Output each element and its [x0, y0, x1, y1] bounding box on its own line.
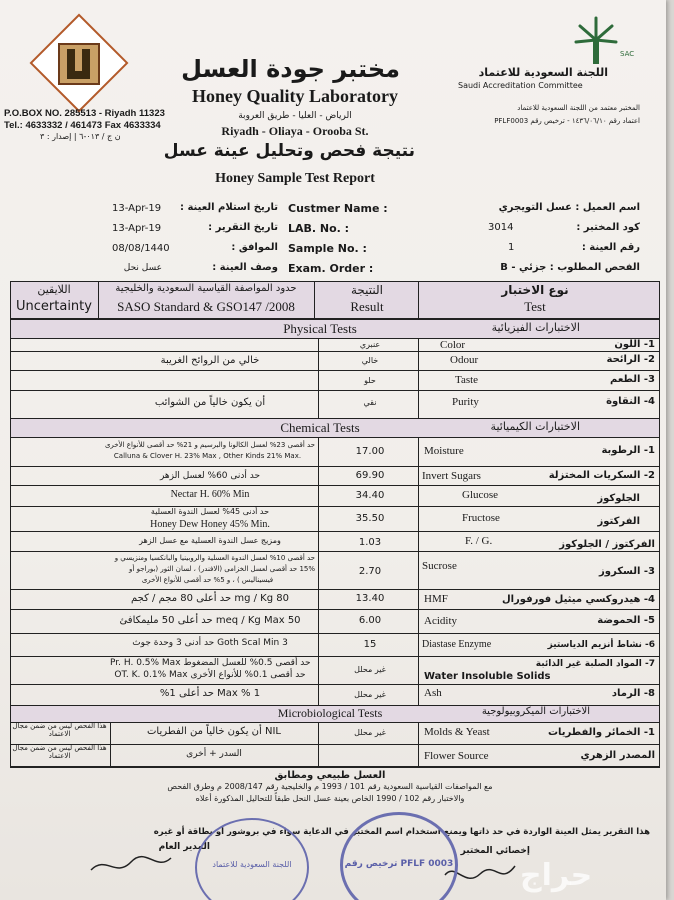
lab-stamp: اللجنة السعودية للاعتماد: [195, 818, 309, 900]
tel-fax: Tel.: 4633332 / 461473 Fax 4633334: [4, 120, 161, 131]
specialist-label: إخصائي المختبر: [460, 846, 530, 856]
sac-line2: اعتماد رقم ١٤٣٦/٠٦/١٠ - ترخيص رقم PFLF0003: [494, 117, 640, 125]
report-date: 13-Apr-19: [112, 223, 162, 234]
sac-name-ar: اللجنة السعودية للاعتماد: [478, 66, 608, 79]
manager-signature: [86, 850, 176, 880]
lab-title-ar: مختبر جودة العسل: [181, 55, 400, 83]
pobox: P.O.BOX NO. 285513 - Riyadh 11323: [4, 108, 165, 119]
sac-logo-icon: [572, 14, 620, 66]
sample-number: 1: [508, 242, 515, 253]
conclusion-line2: والاختبار رقم 102 / 1990 الخاص بعينة عسل النحل طبقاً للتحاليل المذكورة أعلاه: [195, 794, 465, 803]
form-number: ن ج / ٠١٣-٦ | إصدار : ٣: [40, 132, 121, 141]
sac-line1: المختبر معتمد من اللجنة السعودية للاعتماد: [517, 104, 640, 112]
report-page: P.O.BOX NO. 285513 - Riyadh 11323 Tel.: 4633332 / 461473 Fax 4633334 ن ج / ٠١٣-٦ | إصدار : ٣ مختبر جودة العسل Honey Quality Laboratory الرياض - العليا - طريق العروبة Riyadh - Oliaya - Orooba St. نتيجة فحص وتحليل عينة عسل Honey Sample Test Report SAC اللجنة السعودية للاعتماد Saudi Accreditation Committee المختبر معتمد من اللجنة السعودية للاعتماد اعتماد رقم ١٤٣٦/٠٦/١٠ - ترخيص رقم PFLF0003 Custmer Name : LAB. No. : Sample No. : Exam. Order : اسم العميل : عسل التويجري كود المختبر : رقم العينة : الفحص المطلوب : جزئي - B 3014 1 تاريخ استلام العينة : تاريخ التقرير : الموافق : وصف العينة : 13-Apr-19 13-Apr-19 08/08/1440 عسل نحل نوع الاختبار Test النتيجة Result حدود المواصفة القياسية السعودية والخليجية SASO Standard & GSO147 /2008 اللايقين Uncertainty Physical Tests الاختبارات الفيزيائية 1- اللون Color عنبري 2- الرائحة Odour خالي خالي من الروائح الغريبة 3- الطعم Taste حلو 4- النقاوة Purity نقي أن يكون خالياً من الشوائب Chemical Tests الاختبارات الكيميائية 1- الرطوبة Moisture 17.00 حد أقصى 23% لعسل الكالونا والبرسيم و 21% حد أقصى للأنواع الأخرى Calluna & Clover H. 23% Max , Other Kinds 21% Max. 2- السكريات المختزلة Invert Sugars 69.90 حد أدنى 60% لعسل الزهر الجلوكوز Glucose 34.40 Nectar H. 60% Min الفركتوز Fructose 35.50 حد أدنى 45% لعسل الندوة العسلية Honey Dew Honey 45% Min. الفركتوز / الجلوكوز F. / G. 1.03 ومزيج عسل الندوة العسلية مع عسل الزهر 3- السكروز Sucrose 2.70 حد أقصى 10% لعسل الندوة العسلية والروبينيا والبانكسيا ومنزيسي و 15% حد أقصى لعسل الخزامى (الافندر) ، لسان الثور (بوراجو أو فيسيناليس ) ، و 5% حد أقصى للأنواع الأخرى 4- هيدروكسي ميثيل فورفورال HMF 13.40 80 mg / Kg حد أعلى 80 مجم / كجم 5- الحموضة Acidity 6.00 50 meq / Kg Max حد أعلى 50 مليمكافئ 6- نشاط أنزيم الدياستيز Diastase Enzyme 15 3 Goth Scal Min حد أدنى 3 وحدة جوث 7- المواد الصلبة غير الذائبة Water Insoluble Solids غير محلل Pr. H. 0.5% Max حد أقصى 0.5% للعسل المضغوط OT. K. 0.1% Max حد أقصى 0.1% للأنواع الأخرى 8- الرماد Ash غير محلل 1 % Max حد أعلى 1% Microbiological Tests الاختبارات الميكروبيولوجية 1- الخمائر والفطريات Molds & Yeast غير محلل NIL أن يكون خالياً من الفطريات هذا الفحص ليس من ضمن مجال الاعتماد المصدر الزهري Flower Source السدر + أخرى هذا الفحص ليس من ضمن مجال الاعتماد العسل طبيعي ومطابق مع المواصفات القياسية السعودية رقم 101 / 1993 م والخليجية رقم 2008/147 م وطرق الفحص والاختبار رقم 102 / 1990 الخاص بعينة عسل النحل طبقاً للتحاليل المذكورة أعلاه هذا التقرير يمثل العينة الواردة في حد ذاتها ويمنع استخدام اسم المختبر في الدعاية سواء في بروشور أو بطاقة أو غيره إخصائي المختبر المدير العام اللجنة السعودية للاعتماد ترخيص رقم PFLF 0003 حراج: [0, 0, 666, 900]
watermark: حراج: [520, 858, 593, 893]
section-micro: Microbiological Tests: [277, 706, 383, 720]
address-ar: الرياض - العليا - طريق العروبة: [238, 111, 352, 121]
disclaimer: هذا التقرير يمثل العينة الواردة في حد ذاتها ويمنع استخدام اسم المختبر في الدعاية سواء في بروشور أو بطاقة أو غيره: [153, 827, 650, 837]
hijri-date: 08/08/1440: [112, 243, 170, 254]
sac-name-en: Saudi Accreditation Committee: [458, 81, 583, 90]
manager-label: المدير العام: [158, 842, 210, 852]
conclusion-line1: مع المواصفات القياسية السعودية رقم 101 / 1993 م والخليجية رقم 2008/147 م وطرق الفحص: [167, 782, 493, 791]
sample-description: عسل نحل: [123, 263, 162, 273]
license-stamp: ترخيص رقم PFLF 0003: [340, 812, 458, 900]
section-physical: Physical Tests: [283, 321, 357, 336]
lab-title-en: Honey Quality Laboratory: [192, 86, 398, 106]
address-en: Riyadh - Oliaya - Orooba St.: [221, 124, 369, 138]
receipt-date: 13-Apr-19: [112, 203, 162, 214]
section-chemical: Chemical Tests: [280, 420, 360, 435]
lab-code: 3014: [488, 222, 514, 233]
conclusion-title: العسل طبيعي ومطابق: [274, 770, 386, 781]
report-title-en: Honey Sample Test Report: [215, 171, 375, 186]
sac-mark: SAC: [620, 50, 635, 58]
report-title-ar: نتيجة فحص وتحليل عينة عسل: [163, 141, 415, 161]
